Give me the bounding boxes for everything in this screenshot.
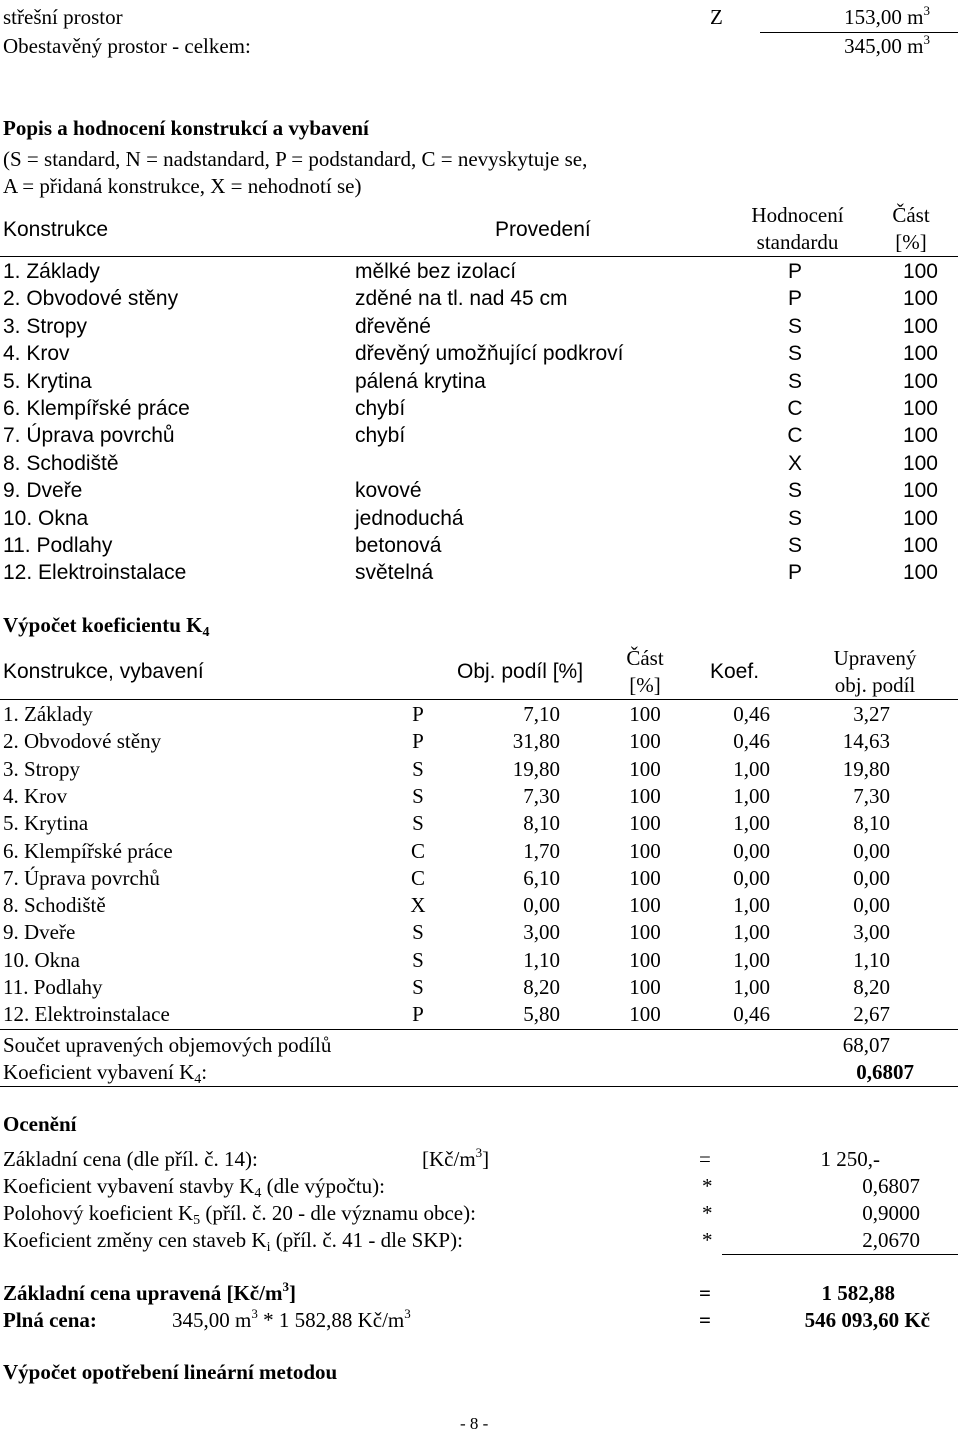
section-title-k4: Výpočet koeficientu $K_4$ [3,613,210,640]
row-stresni-prostor [0,4,960,31]
table-row [0,559,960,586]
row-koef-k4: Koeficient vybavení stavby $K_4$ (dle výpočtu): * 0,6807 [3,1174,920,1201]
cell-konstrukce: 7. Úprava povrchů [3,424,175,448]
cell-hodnoceni: C [787,397,803,420]
table-row [0,838,960,865]
section-title-opotrebeni: Výpočet opotřebení lineární metodou [3,1360,338,1384]
cell-cast: 100 [902,314,938,338]
header-cast: Část [%] [892,203,930,254]
cell-flag: S [412,756,424,781]
cell-cast: 100 [902,397,938,420]
separator [0,1029,958,1030]
separator [0,1086,958,1087]
separator [722,1254,958,1255]
table-row [0,974,960,1001]
cell-konstrukce: 2. Obvodové stěny [3,287,179,311]
table-row [0,947,960,974]
cell-koef: 0,00 [733,865,770,890]
cell-upraveny: 3,00 [853,920,890,945]
row-koef-ki: Koeficient změny cen staveb $K_i$ (příl. č. 41 - dle SKP): * 2,0670 [3,1228,920,1255]
table-row [0,919,960,946]
cell-hodnoceni: S [787,314,802,338]
table-row [0,340,960,367]
cell-konstrukce: 1. Základy [3,702,93,726]
table-row [0,783,960,810]
cell-koef: 1,00 [733,811,770,836]
legend-line-2: A = přidaná konstrukce, X = nehodnotí se) [3,174,362,198]
cell-cast: 100 [902,506,938,530]
header-koef: Koef. [710,660,760,683]
cell-cast: 100 [629,811,661,836]
cell-konstrukce: 7. Úprava povrchů [3,865,160,890]
section-title-popis: Popis a hodnocení konstrukcí a vybavení [3,116,369,140]
cell-obj-podil: 19,80 [512,756,560,781]
cell-provedeni: dřevěný umožňující podkroví [355,342,624,366]
cell-konstrukce: 4. Krov [3,783,68,808]
header-hodnoceni: Hodnocení standardu [751,203,844,254]
header-konstrukce-vybaveni: Konstrukce, vybavení [3,660,204,683]
table-row [0,865,960,892]
cell-koef: 0,46 [733,729,770,754]
cell-upraveny: 8,10 [853,811,890,836]
cell-konstrukce: 9. Dveře [3,920,76,945]
cell-hodnoceni: C [787,424,803,448]
cell-obj-podil: 8,20 [523,975,560,999]
cell-flag: P [412,729,424,754]
cell-cast: 100 [902,287,938,311]
cell-cast: 100 [902,260,938,283]
header-cast: Část [%] [626,646,664,697]
cell-cast: 100 [629,865,661,890]
cell-hodnoceni: S [787,506,802,530]
cell-upraveny: 0,00 [853,838,890,863]
cell-flag: P [412,1002,424,1027]
cell-provedeni: kovové [355,479,422,503]
table-row [0,532,960,559]
cell-provedeni: chybí [355,424,406,448]
cell-konstrukce: 4. Krov [3,342,70,366]
cell-upraveny: 0,00 [853,893,890,918]
cell-flag: C [410,838,425,863]
cell-cast: 100 [902,561,938,585]
value: 153,00 $m^3$ [844,3,930,29]
cell-obj-podil: 8,10 [523,811,560,836]
cell-koef: 1,00 [733,783,770,808]
table-row [0,313,960,340]
cell-cast: 100 [902,534,938,557]
table-row [0,756,960,783]
cell-konstrukce: 9. Dveře [3,479,83,503]
row-koeficient-k4: Koeficient vybavení $K_4$: 0,6807 [3,1060,914,1087]
table-row [0,701,960,728]
header-konstrukce: Konstrukce [3,218,109,241]
cell-hodnoceni: S [787,342,802,366]
cell-upraveny: 3,27 [853,702,890,726]
cell-koef: 1,00 [733,756,770,781]
cell-konstrukce: 1. Základy [3,260,100,283]
cell-hodnoceni: X [787,451,802,475]
cell-provedeni: betonová [355,534,442,557]
row-koef-k5: Polohový koeficient $K_5$ (příl. č. 20 - dle významu obce): * 0,9000 [3,1201,920,1228]
flag: Z [710,5,723,29]
cell-upraveny: 0,00 [853,865,890,890]
table-row [0,258,960,285]
cell-provedeni: pálená krytina [355,369,486,393]
cell-koef: 0,00 [733,838,770,863]
cell-konstrukce: 8. Schodiště [3,893,106,918]
table-row [0,450,960,477]
table-row [0,368,960,395]
cell-flag: S [412,947,424,972]
cell-provedeni: světelná [355,561,434,585]
header-upraveny: Upravený obj. podíl [833,646,917,697]
table-row [0,810,960,837]
cell-cast: 100 [629,783,661,808]
table-row [0,285,960,312]
cell-konstrukce: 3. Stropy [3,756,81,781]
row-zakladni-cena-upravena: Základní cena upravená $[Kč/m^3]$ = 1 582,88 [3,1279,895,1305]
cell-cast: 100 [629,1002,661,1027]
row-obestaveny-prostor [0,33,960,60]
row-zakladni-cena: Základní cena (dle příl. č. 14): $[Kč/m^3]$ = 1 250,- [3,1145,880,1171]
header-provedeni: Provedení [495,218,591,241]
cell-provedeni: chybí [355,397,406,420]
cell-flag: S [412,783,424,808]
cell-provedeni: zděné na tl. nad 45 cm [355,287,568,311]
row-soucet: Součet upravených objemových podílů 68,07 [3,1033,890,1057]
cell-cast: 100 [902,369,938,393]
cell-cast: 100 [902,424,938,448]
cell-obj-podil: 5,80 [523,1002,560,1027]
cell-flag: C [410,865,425,890]
cell-konstrukce: 11. Podlahy [3,534,113,557]
cell-hodnoceni: P [787,561,802,585]
cell-cast: 100 [629,893,661,918]
cell-cast: 100 [629,920,661,945]
cell-obj-podil: 31,80 [512,729,560,754]
cell-provedeni: mělké bez izolací [355,260,517,283]
cell-cast: 100 [629,838,661,863]
cell-koef: 1,00 [733,920,770,945]
cell-koef: 1,00 [733,975,770,999]
section-title-oceneni: Ocenění [3,1112,77,1136]
cell-konstrukce: 12. Elektroinstalace [3,561,187,585]
label: Obestavěný prostor - celkem: [3,34,251,58]
header-obj-podil: Obj. podíl [%] [457,660,584,683]
header-separator [0,699,958,700]
cell-upraveny: 14,63 [842,729,890,754]
cell-flag: P [412,702,424,726]
cell-konstrukce: 5. Krytina [3,369,92,393]
cell-koef: 1,00 [733,947,770,972]
cell-cast: 100 [902,479,938,503]
cell-konstrukce: 12. Elektroinstalace [3,1002,170,1027]
cell-konstrukce: 2. Obvodové stěny [3,729,162,754]
cell-obj-podil: 7,10 [523,702,560,726]
cell-konstrukce: 11. Podlahy [3,975,103,999]
cell-koef: 1,00 [733,893,770,918]
table-row [0,1001,960,1028]
cell-cast: 100 [902,342,938,366]
k4-table-header [0,645,960,699]
cell-cast: 100 [629,975,661,999]
value: 345,00 $m^3$ [844,32,930,58]
cell-upraveny: 19,80 [842,756,890,781]
page-number: - 8 - [460,1414,489,1433]
row-plna-cena: Plná cena: 345,00 $m^3 * 1$ 582,88 $Kč/m^3$ = 546 093,60 Kč [3,1306,930,1332]
cell-upraveny: 7,30 [853,783,890,808]
cell-flag: S [412,811,424,836]
cell-konstrukce: 10. Okna [3,506,89,530]
cell-koef: 0,46 [733,1002,770,1027]
cell-obj-podil: 7,30 [523,783,560,808]
cell-hodnoceni: P [787,260,802,283]
cell-hodnoceni: S [787,534,802,557]
legend-line-1: (S = standard, N = nadstandard, P = podstandard, C = nevyskytuje se, [3,147,588,171]
cell-cast: 100 [902,451,938,475]
cell-obj-podil: 1,70 [523,838,560,863]
popis-table-header [0,202,960,256]
cell-upraveny: 1,10 [853,947,890,972]
cell-konstrukce: 6. Klempířské práce [3,838,173,863]
cell-upraveny: 8,20 [853,975,890,999]
cell-hodnoceni: S [787,479,802,503]
cell-cast: 100 [629,947,661,972]
cell-flag: X [410,893,426,918]
cell-konstrukce: 10. Okna [3,947,80,972]
table-row [0,395,960,422]
cell-obj-podil: 6,10 [523,865,560,890]
cell-cast: 100 [629,702,661,726]
cell-provedeni: dřevěné [355,314,431,338]
cell-konstrukce: 6. Klempířské práce [3,397,190,420]
label: střešní prostor [3,5,123,29]
cell-konstrukce: 3. Stropy [3,314,88,338]
cell-obj-podil: 0,00 [523,893,560,918]
header-separator [0,256,958,257]
cell-koef: 0,46 [733,702,770,726]
cell-obj-podil: 3,00 [523,920,560,945]
cell-cast: 100 [629,729,661,754]
cell-konstrukce: 5. Krytina [3,811,89,836]
cell-konstrukce: 8. Schodiště [3,451,119,475]
cell-cast: 100 [629,756,661,781]
table-row [0,728,960,755]
table-row [0,505,960,532]
cell-flag: S [412,975,424,999]
cell-flag: S [412,920,424,945]
table-row [0,422,960,449]
table-row [0,477,960,504]
cell-upraveny: 2,67 [853,1002,890,1027]
cell-provedeni: jednoduchá [355,506,464,530]
cell-hodnoceni: S [787,369,802,393]
cell-hodnoceni: P [787,287,802,311]
cell-obj-podil: 1,10 [523,947,560,972]
table-row [0,892,960,919]
